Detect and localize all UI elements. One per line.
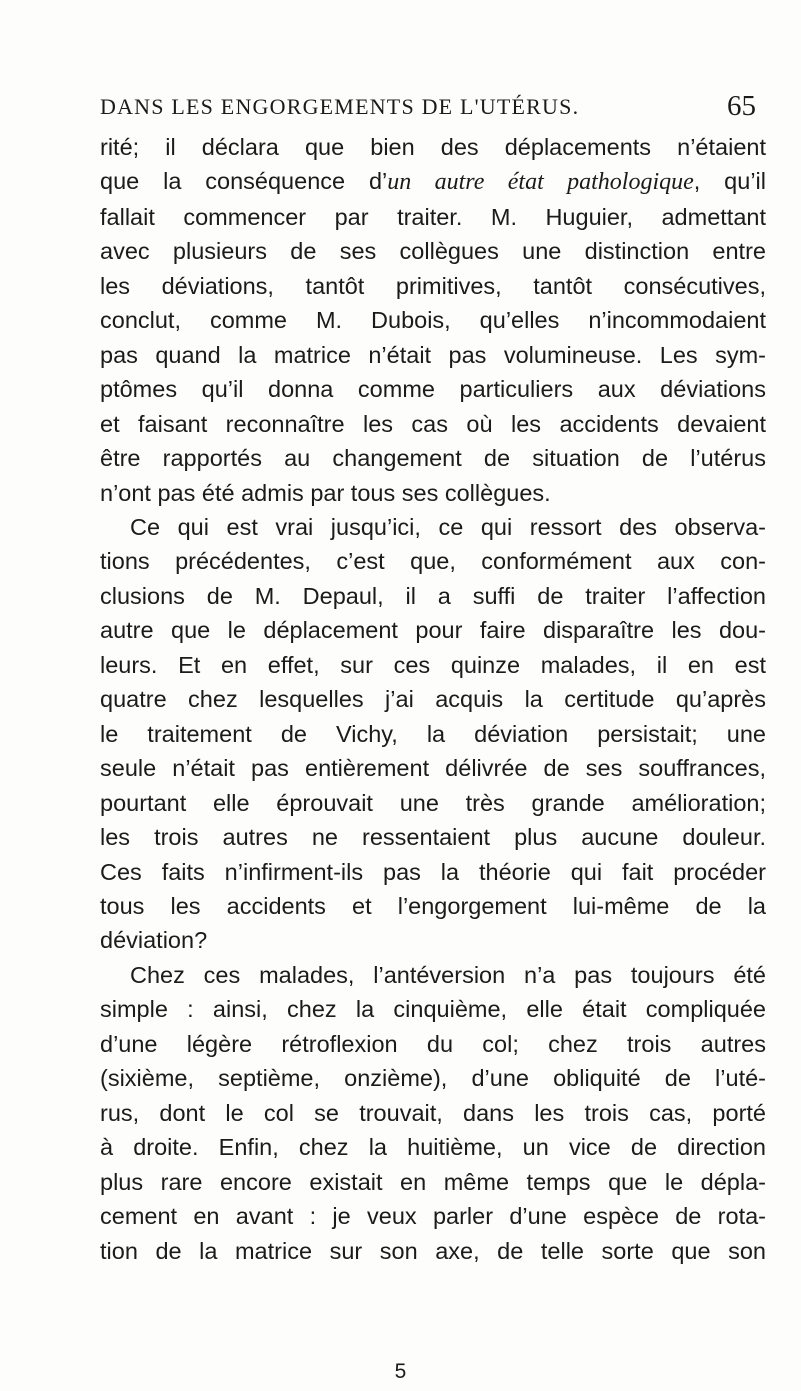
text-line: les trois autres ne ressentaient plus aucune douleur. bbox=[100, 824, 766, 851]
signature-mark: 5 bbox=[394, 1360, 407, 1383]
italic-phrase: un autre état pathologique bbox=[387, 169, 694, 196]
text-line: clusions de M. Depaul, il a suffi de traiter l’affection bbox=[100, 582, 766, 609]
text-line: à droite. Enfin, chez la huitième, un vice de direction bbox=[100, 1134, 766, 1161]
text-line: tous les accidents et l’engorgement lui-même de la bbox=[100, 892, 766, 919]
text-line: les déviations, tantôt primitives, tantôt consécutives, bbox=[100, 272, 766, 299]
text-line: cement en avant : je veux parler d’une espèce de rota- bbox=[100, 1203, 766, 1230]
text-line: tions précédentes, c’est que, conformément aux con- bbox=[100, 548, 766, 575]
text-line: n’ont pas été admis par tous ses collègues. bbox=[100, 479, 551, 506]
text-line: avec plusieurs de ses collègues une distinction entre bbox=[100, 238, 766, 265]
text-line: plus rare encore existait en même temps que le dépla- bbox=[100, 1168, 766, 1195]
text-line: rus, dont le col se trouvait, dans les trois cas, porté bbox=[100, 1099, 766, 1126]
text-line: déviation? bbox=[100, 927, 208, 954]
text-line: autre que le déplacement pour faire disparaître les dou- bbox=[100, 617, 766, 644]
text-line: ptômes qu’il donna comme particuliers aux déviations bbox=[100, 376, 766, 403]
text-line: simple : ainsi, chez la cinquième, elle était compliquée bbox=[100, 996, 766, 1023]
page-header bbox=[100, 92, 760, 132]
signature-footer bbox=[0, 1358, 801, 1386]
text-line: être rapportés au changement de situation de l’utérus bbox=[100, 445, 766, 472]
text-line: (sixième, septième, onzième), d’une obliquité de l’uté- bbox=[100, 1065, 766, 1092]
text-line: et faisant reconnaître les cas où les accidents devaient bbox=[100, 410, 766, 437]
body-text bbox=[100, 130, 766, 1268]
text-line: leurs. Et en effet, sur ces quinze malades, il en est bbox=[100, 651, 766, 678]
text-line: le traitement de Vichy, la déviation persistait; une bbox=[100, 720, 766, 747]
text-line: pas quand la matrice n’était pas volumineuse. Les sym- bbox=[100, 341, 766, 368]
paragraph-start-line: Ce qui est vrai jusqu’ici, ce qui ressort des observa- bbox=[130, 513, 766, 540]
paragraph-start-line: Chez ces malades, l’antéversion n’a pas toujours été bbox=[130, 961, 766, 988]
text-line: pourtant elle éprouvait une très grande amélioration; bbox=[100, 789, 766, 816]
text-line: rité; il déclara que bien des déplacements n’étaient bbox=[100, 134, 766, 160]
running-title: DANS LES ENGORGEMENTS DE L'UTÉRUS. bbox=[100, 94, 580, 119]
text-line: fallait commencer par traiter. M. Huguier, admettant bbox=[100, 203, 766, 230]
text-line: d’une légère rétroflexion du col; chez trois autres bbox=[100, 1030, 766, 1057]
page-number: 65 bbox=[727, 90, 756, 122]
text-line: que la conséquence d’un autre état pathologique, qu’il bbox=[100, 168, 766, 196]
text-line: seule n’était pas entièrement délivrée de ses souffrances, bbox=[100, 755, 766, 782]
text-line: tion de la matrice sur son axe, de telle sorte que son bbox=[100, 1237, 766, 1264]
text-line: quatre chez lesquelles j’ai acquis la certitude qu’après bbox=[100, 686, 766, 713]
text-line: Ces faits n’infirment-ils pas la théorie qui fait procéder bbox=[100, 858, 766, 885]
text-line: conclut, comme M. Dubois, qu’elles n’incommodaient bbox=[100, 307, 766, 334]
